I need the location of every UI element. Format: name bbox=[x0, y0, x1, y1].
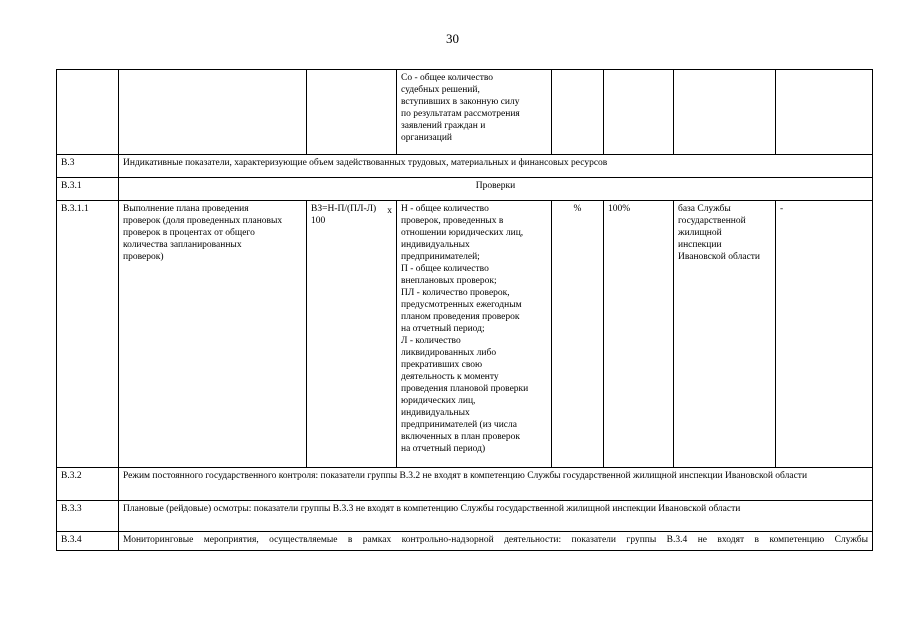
page-number: 30 bbox=[446, 31, 459, 46]
cell-code: В.3 bbox=[57, 155, 119, 178]
cell-unit bbox=[552, 70, 604, 155]
cell-definition: Cо - общее количество судебных решений, вступивших в законную силу по результатам рассмотрения заявлений граждан и организаций bbox=[397, 70, 552, 155]
cell-formula bbox=[307, 201, 397, 468]
cell-source: база Службы государственной жилищной инспекции Ивановской области bbox=[674, 201, 776, 468]
section-heading: Индикативные показатели, характеризующие объем задействованных трудовых, материальных и финансовых ресурсов bbox=[119, 155, 873, 178]
cell-source bbox=[674, 70, 776, 155]
cell-code: В.3.4 bbox=[57, 532, 119, 551]
table-row-b3-2 bbox=[57, 468, 873, 501]
cell-code: В.3.1 bbox=[57, 178, 119, 201]
section-note: Плановые (рейдовые) осмотры: показатели группы В.3.3 не входят в компетенцию Службы государственной жилищной инспекции Ивановской области bbox=[119, 501, 873, 532]
table-row-b3-4 bbox=[57, 532, 873, 551]
cell-note bbox=[776, 70, 873, 155]
table-row-b3-1 bbox=[57, 178, 873, 201]
cell-definition: Н - общее количество проверок, проведенных в отношении юридических лиц, индивидуальных предпринимателей; П - общее количество внеплановых проверок; ПЛ - количество проверок, предусмотренных ежегодным планом проведения проверок на отчетный период; Л - количество ликвидированных либо прекративших свою деятельность к моменту проведения плановой проверки юридических лиц, индивидуальных предпринимателей (из числа включенных в план проверок на отчетный период) bbox=[397, 201, 552, 468]
cell-code: В.3.1.1 bbox=[57, 201, 119, 468]
cell-code: В.3.2 bbox=[57, 468, 119, 501]
cell-target bbox=[604, 70, 674, 155]
table-row-b3 bbox=[57, 155, 873, 178]
cell-note: - bbox=[776, 201, 873, 468]
indicators-table bbox=[56, 69, 873, 551]
cell-formula bbox=[307, 70, 397, 155]
subsection-heading: Проверки bbox=[119, 178, 873, 201]
formula-text: ВЗ=Н-П/(ПЛ-Л) 100 bbox=[311, 204, 377, 226]
table-row-b3-1-1 bbox=[57, 201, 873, 468]
cell-target: 100% bbox=[604, 201, 674, 468]
cell-code: В.3.3 bbox=[57, 501, 119, 532]
table-row-continuation bbox=[57, 70, 873, 155]
cell-name: Выполнение плана проведения проверок (доля проведенных плановых проверок в процентах от общего количества запланированных проверок) bbox=[119, 201, 307, 468]
formula-multiply-sign: x bbox=[387, 206, 392, 216]
section-note: Режим постоянного государственного контроля: показатели группы В.3.2 не входят в компетенцию Службы государственной жилищной инспекции Ивановской области bbox=[119, 468, 873, 501]
cell-unit: % bbox=[552, 201, 604, 468]
table-row-b3-3 bbox=[57, 501, 873, 532]
cell-code bbox=[57, 70, 119, 155]
cell-name bbox=[119, 70, 307, 155]
section-note: Мониторинговые мероприятия, осуществляемые в рамках контрольно-надзорной деятельности: показатели группы В.3.4 не входят в компетенцию Службы bbox=[119, 532, 873, 551]
